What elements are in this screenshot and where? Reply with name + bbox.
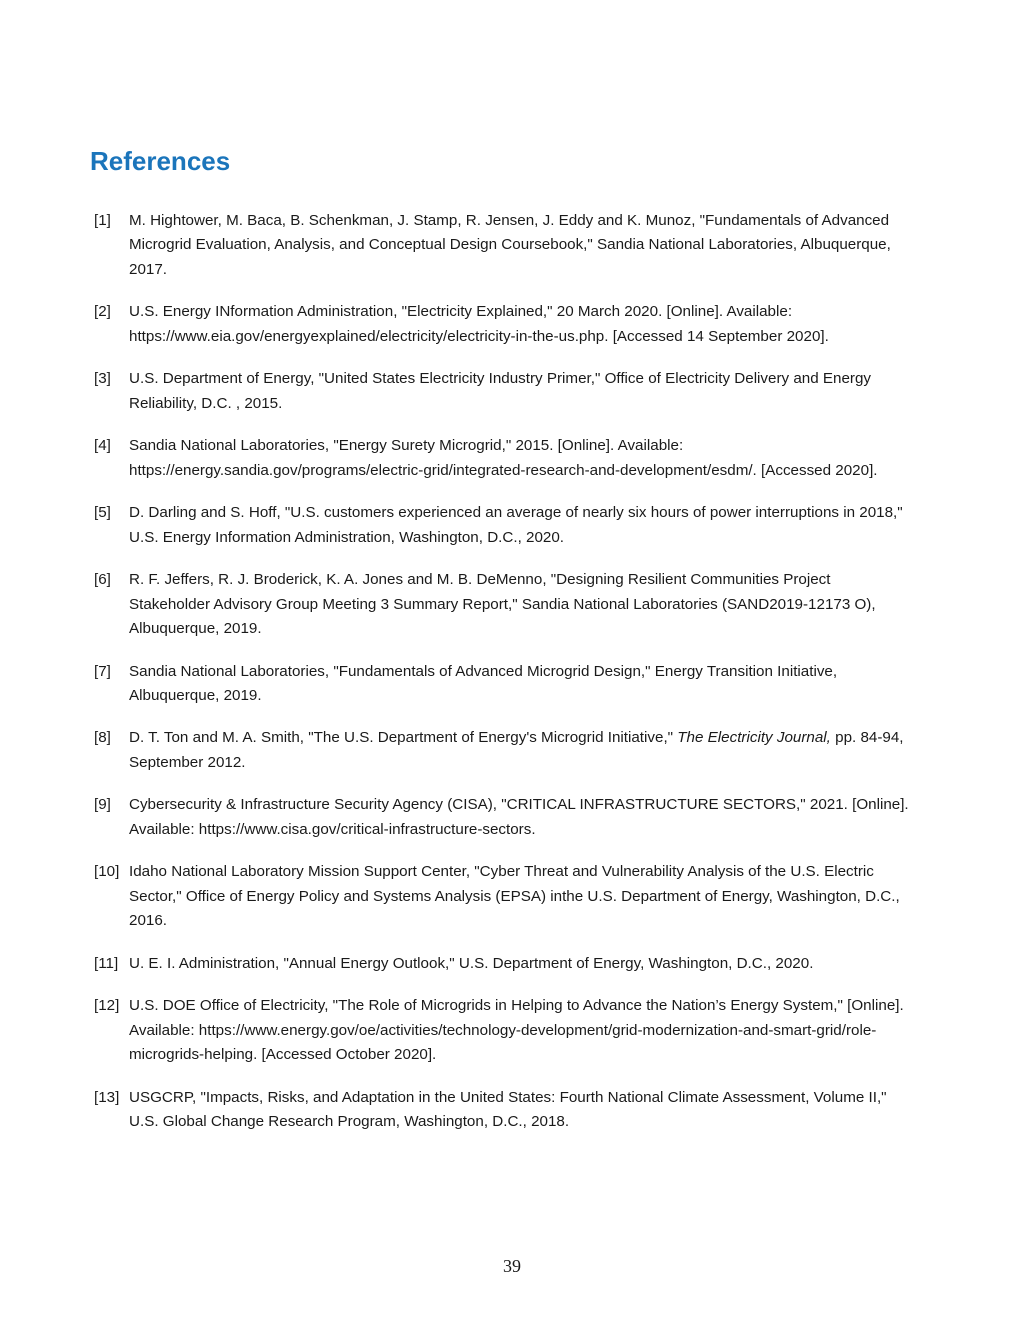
reference-text-before: D. T. Ton and M. A. Smith, "The U.S. Department of Energy's Microgrid Initiative," <box>129 729 678 747</box>
reference-text: Sandia National Laboratories, "Fundamentals of Advanced Microgrid Design," Energy Transition Initiative, Albuquerque, 2019. <box>129 662 838 704</box>
reference-number: [9] <box>94 796 111 814</box>
reference-item <box>94 1086 914 1135</box>
reference-number: [10] <box>94 863 120 881</box>
reference-item <box>94 793 914 842</box>
reference-text: Idaho National Laboratory Mission Support Center, "Cyber Threat and Vulnerability Analysis of the U.S. Electric Sector," Office of Energy Policy and Systems Analysis (EPSA) inthe U.S. Department of Energy, Washington, D.C., 2016. <box>129 863 900 930</box>
reference-number: [8] <box>94 729 111 747</box>
reference-number: [3] <box>94 370 111 388</box>
reference-item <box>94 660 914 709</box>
reference-number: [4] <box>94 437 111 455</box>
reference-item <box>94 367 914 416</box>
reference-list <box>94 209 914 1153</box>
reference-text: Cybersecurity & Infrastructure Security Agency (CISA), "CRITICAL INFRASTRUCTURE SECTORS," 2021. [Online]. Available: https://www.cisa.gov/critical-infrastructure-sectors. <box>129 796 909 838</box>
reference-text <box>129 726 914 775</box>
reference-number: [5] <box>94 504 111 522</box>
reference-number: [13] <box>94 1088 120 1106</box>
reference-item <box>94 568 914 641</box>
reference-text: D. Darling and S. Hoff, "U.S. customers experienced an average of nearly six hours of power interruptions in 2018," U.S. Energy Information Administration, Washington, D.C., 2020. <box>129 504 903 546</box>
reference-item <box>94 501 914 550</box>
page-number: 39 <box>503 1256 521 1276</box>
reference-text: USGCRP, "Impacts, Risks, and Adaptation in the United States: Fourth National Climate Assessment, Volume II," U.S. Global Change Research Program, Washington, D.C., 2018. <box>129 1088 887 1130</box>
reference-number: [11] <box>94 954 119 972</box>
reference-text: Sandia National Laboratories, "Energy Surety Microgrid," 2015. [Online]. Available: https://energy.sandia.gov/programs/electric-grid/integrated-research-and-development/esdm/. [Accessed 2020]. <box>129 437 878 479</box>
reference-item <box>94 860 914 933</box>
reference-text: M. Hightower, M. Baca, B. Schenkman, J. Stamp, R. Jensen, J. Eddy and K. Munoz, "Fundamentals of Advanced Microgrid Evaluation, Analysis, and Conceptual Design Coursebook," Sandia National Laboratories, Albuquerque, 2017. <box>129 212 891 278</box>
reference-item <box>94 209 914 282</box>
reference-item <box>94 726 914 775</box>
reference-item <box>94 994 914 1067</box>
reference-text: U.S. DOE Office of Electricity, "The Role of Microgrids in Helping to Advance the Nation’s Energy System," [Online]. Available: https://www.energy.gov/oe/activities/technology-development/grid-modernization-and-smart-grid/role-microgrids-helping. [Accessed October 2020]. <box>129 997 904 1064</box>
reference-number: [1] <box>94 212 111 229</box>
reference-number: [6] <box>94 571 111 589</box>
reference-text-after: pp. 84-94, September 2012. <box>129 729 904 771</box>
reference-number: [12] <box>94 997 120 1015</box>
reference-text: U.S. Department of Energy, "United States Electricity Industry Primer," Office of Electricity Delivery and Energy Reliability, D.C. , 2015. <box>129 370 872 412</box>
reference-text: U. E. I. Administration, "Annual Energy Outlook," U.S. Department of Energy, Washington, D.C., 2020. <box>129 954 814 972</box>
reference-item <box>94 434 914 483</box>
journal-title: The Electricity Journal, <box>677 729 831 747</box>
reference-text: R. F. Jeffers, R. J. Broderick, K. A. Jones and M. B. DeMenno, "Designing Resilient Communities Project Stakeholder Advisory Group Meeting 3 Summary Report," Sandia National Laboratories (SAND2019-12173 O), Albuquerque, 2019. <box>129 571 876 637</box>
reference-text: U.S. Energy INformation Administration, "Electricity Explained," 20 March 2020. [Online]. Available: https://www.eia.gov/energyexplained/electricity/electricity-in-the-us.php. [Accessed 14 September 2020]. <box>129 303 829 345</box>
reference-item <box>94 952 914 976</box>
page-title: References <box>90 146 231 176</box>
reference-number: [2] <box>94 303 111 321</box>
reference-item <box>94 300 914 349</box>
reference-number: [7] <box>94 662 111 680</box>
